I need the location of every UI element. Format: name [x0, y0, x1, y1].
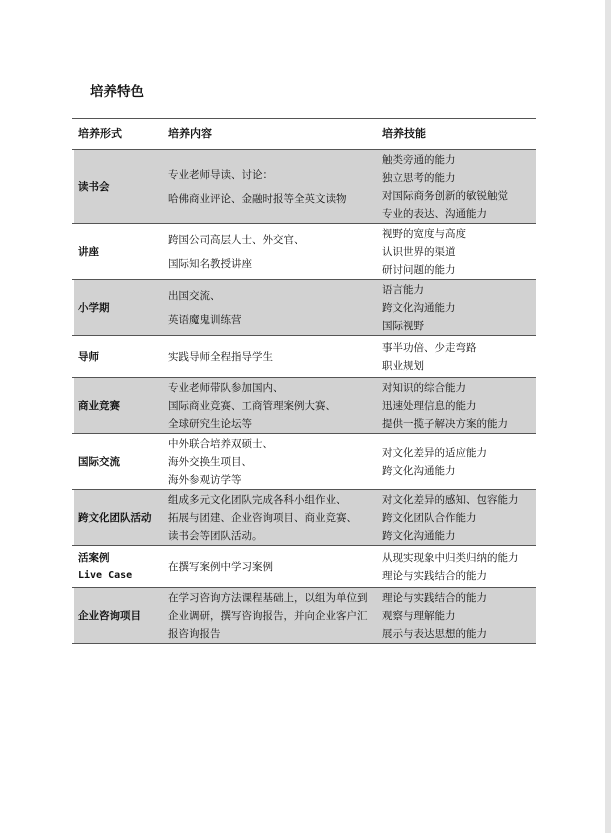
skill-line: 迅速处理信息的能力 [382, 399, 477, 412]
form-label: 国际交流 [78, 455, 120, 468]
cell-skills [378, 588, 536, 644]
content-line: 全球研究生论坛等 [168, 417, 252, 430]
form-label: 活案例 [78, 551, 110, 564]
form-label: 讲座 [78, 245, 99, 258]
skill-line: 独立思考的能力 [382, 171, 456, 184]
skill-line: 对国际商务创新的敏锐触觉 [382, 189, 508, 202]
content-line: 国际商业竞赛、工商管理案例大赛、 [168, 399, 336, 412]
cell-content [164, 490, 378, 546]
cell-skills [378, 490, 536, 546]
content-line: 中外联合培养双硕士、 [168, 437, 273, 450]
page-title: 培养特色 [90, 84, 144, 100]
table-row [72, 546, 536, 588]
content-line: 组成多元文化团队完成各科小组作业、 [168, 493, 347, 506]
page-edge-shadow [605, 0, 611, 833]
content-line: 英语魔鬼训练营 [168, 313, 242, 326]
table-row [72, 224, 536, 280]
skill-line: 视野的宽度与高度 [382, 227, 466, 240]
form-sublabel: Live Case [78, 569, 133, 581]
header-skills: 培养技能 [378, 119, 536, 150]
skill-line: 研讨问题的能力 [382, 263, 456, 276]
content-line: 实践导师全程指导学生 [168, 350, 273, 363]
form-label: 导师 [78, 350, 99, 363]
table-row [72, 150, 536, 224]
cell-form [72, 336, 164, 378]
cell-form [72, 224, 164, 280]
table-header-row [72, 119, 536, 150]
content-line: 跨国公司高层人士、外交官、 [168, 233, 305, 246]
content-line: 海外交换生项目、 [168, 455, 252, 468]
skill-line: 从现实现象中归类归纳的能力 [382, 551, 519, 564]
cell-form [72, 490, 164, 546]
cell-skills [378, 546, 536, 588]
cell-skills [378, 336, 536, 378]
cell-content [164, 546, 378, 588]
skill-line: 对知识的综合能力 [382, 381, 466, 394]
training-features-table [72, 118, 536, 644]
form-label: 读书会 [78, 180, 110, 193]
content-line: 海外参观访学等 [168, 473, 242, 486]
cell-content [164, 434, 378, 490]
skill-line: 对文化差异的适应能力 [382, 446, 487, 459]
content-line: 在学习咨询方法课程基础上，以组为单位到企业调研，撰写咨询报告，并向企业客户汇报咨询报告 [168, 591, 368, 640]
skill-line: 专业的表达、沟通能力 [382, 207, 487, 220]
cell-content [164, 336, 378, 378]
content-line: 国际知名教授讲座 [168, 257, 252, 270]
skill-line: 跨文化沟通能力 [382, 464, 456, 477]
skill-line: 观察与理解能力 [382, 609, 456, 622]
skill-line: 认识世界的渠道 [382, 245, 456, 258]
table-row [72, 280, 536, 336]
content-line: 专业老师导读、讨论： [168, 168, 273, 181]
cell-form [72, 280, 164, 336]
cell-skills [378, 224, 536, 280]
skill-line: 理论与实践结合的能力 [382, 591, 487, 604]
form-label: 商业竞赛 [78, 399, 120, 412]
table-row [72, 434, 536, 490]
cell-form [72, 150, 164, 224]
skill-line: 跨文化沟通能力 [382, 301, 456, 314]
cell-content [164, 588, 378, 644]
table-row [72, 588, 536, 644]
table-row [72, 336, 536, 378]
content-line: 专业老师带队参加国内、 [168, 381, 284, 394]
cell-skills [378, 378, 536, 434]
skill-line: 语言能力 [382, 283, 424, 296]
skill-line: 提供一揽子解决方案的能力 [382, 417, 508, 430]
skill-line: 跨文化沟通能力 [382, 529, 456, 542]
content-line: 拓展与团建、企业咨询项目、商业竞赛、 [168, 511, 357, 524]
cell-content [164, 378, 378, 434]
form-label: 企业咨询项目 [78, 609, 141, 622]
skill-line: 理论与实践结合的能力 [382, 569, 487, 582]
skill-line: 职业规划 [382, 359, 424, 372]
cell-skills [378, 280, 536, 336]
cell-form [72, 588, 164, 644]
cell-content [164, 150, 378, 224]
form-label: 小学期 [78, 301, 110, 314]
table-row [72, 378, 536, 434]
skill-line: 触类旁通的能力 [382, 153, 456, 166]
skill-line: 国际视野 [382, 319, 424, 332]
header-form: 培养形式 [72, 119, 164, 150]
cell-skills [378, 434, 536, 490]
skill-line: 跨文化团队合作能力 [382, 511, 477, 524]
skill-line: 展示与表达思想的能力 [382, 627, 487, 640]
cell-form [72, 378, 164, 434]
content-line: 哈佛商业评论、金融时报等全英文读物 [168, 192, 347, 205]
form-label: 跨文化团队活动 [78, 511, 152, 524]
table-row [72, 490, 536, 546]
cell-form [72, 434, 164, 490]
cell-form [72, 546, 164, 588]
content-line: 在撰写案例中学习案例 [168, 560, 273, 573]
cell-skills [378, 150, 536, 224]
cell-content [164, 280, 378, 336]
content-line: 读书会等团队活动。 [168, 529, 263, 542]
cell-content [164, 224, 378, 280]
skill-line: 事半功倍、少走弯路 [382, 341, 477, 354]
content-line: 出国交流、 [168, 289, 221, 302]
header-content: 培养内容 [164, 119, 378, 150]
skill-line: 对文化差异的感知、包容能力 [382, 493, 519, 506]
